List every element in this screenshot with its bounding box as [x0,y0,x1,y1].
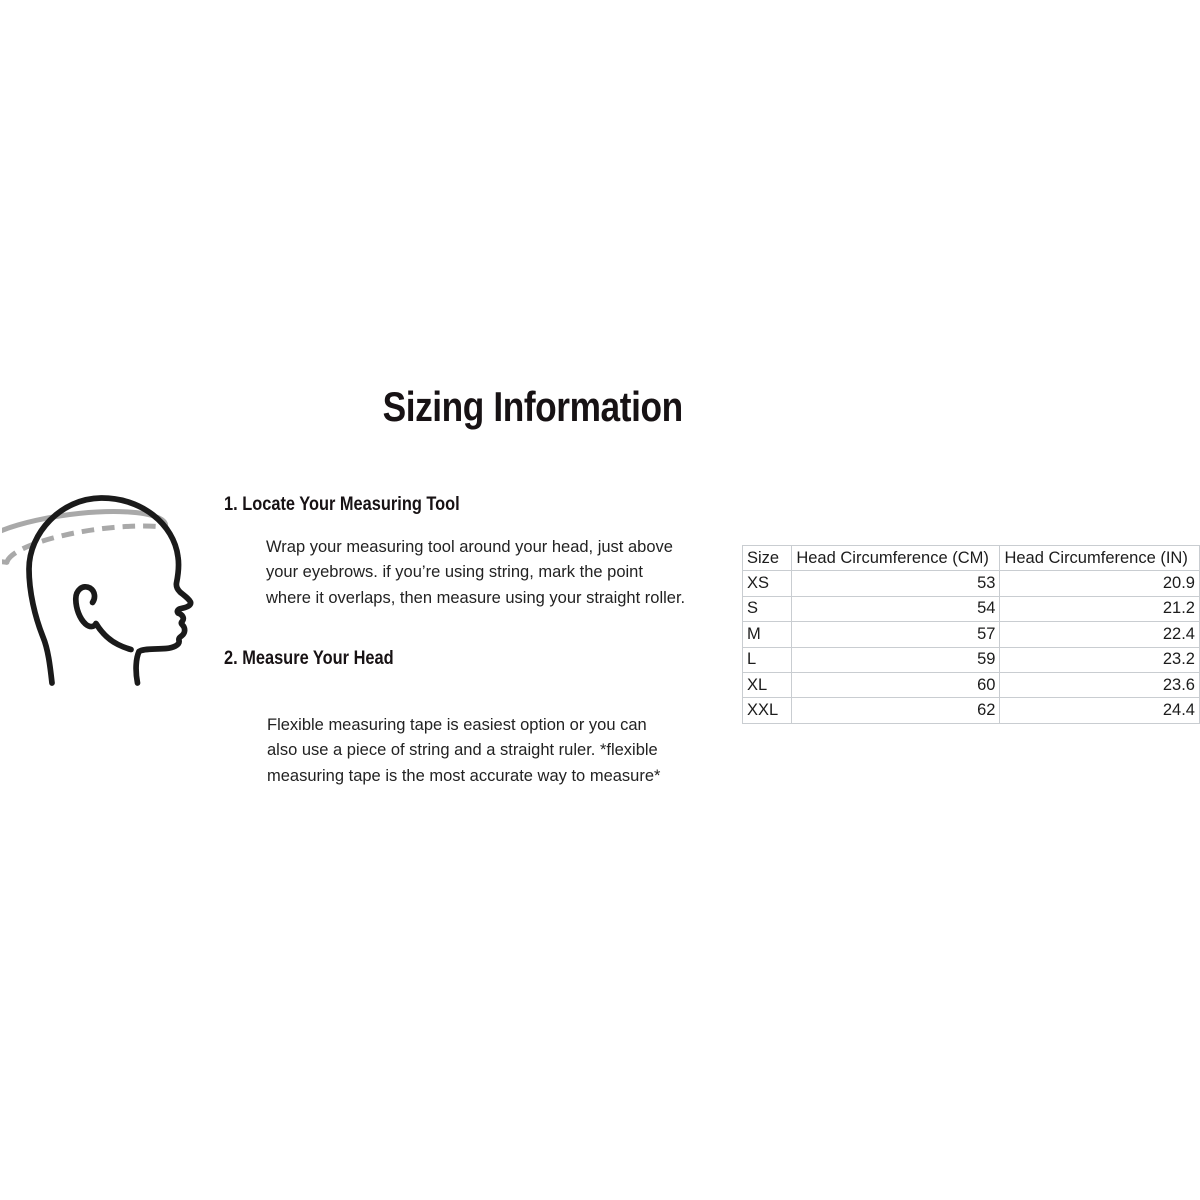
size-cell: S [743,596,792,621]
table-row-xs [743,571,1200,596]
size-cell: XS [743,571,792,596]
in-cell: 21.2 [1000,596,1200,621]
step-2-paragraph [267,713,660,789]
table-row-s [743,596,1200,621]
in-cell: 23.2 [1000,647,1200,672]
size-cell: L [743,647,792,672]
step-1-paragraph [266,535,685,611]
step-2-line-2: also use a piece of string and a straight ruler. *flexible [267,741,658,760]
size-cell: XXL [743,698,792,723]
in-cell: 23.6 [1000,672,1200,697]
step-2-line-3: measuring tape is the most accurate way to measure* [267,766,661,785]
step-1-line-3: where it overlaps, then measure using your straight roller. [266,588,686,607]
step-1-line-2: your eyebrows. if you’re using string, mark the point [266,563,643,582]
cm-cell: 62 [792,698,1000,723]
table-row-l [743,647,1200,672]
head-measurement-illustration [2,490,202,690]
step-2-heading: 2. Measure Your Head [224,647,394,669]
column-header-size: Size [743,546,792,571]
in-cell: 22.4 [1000,622,1200,647]
column-header-cm: Head Circumference (CM) [792,546,1000,571]
step-1-heading: 1. Locate Your Measuring Tool [224,493,460,515]
step-1-line-1: Wrap your measuring tool around your head, just above [266,538,673,556]
table-row-m [743,622,1200,647]
cm-cell: 59 [792,647,1000,672]
size-cell: XL [743,672,792,697]
page-title: Sizing Information [382,383,684,430]
table-row-xxl [743,698,1200,723]
cm-cell: 57 [792,622,1000,647]
measuring-band [2,502,168,566]
cm-cell: 54 [792,596,1000,621]
table-row-xl [743,672,1200,697]
step-2-line-1: Flexible measuring tape is easiest option or you can [267,716,647,734]
ear-and-jaw-path [76,587,131,650]
measuring-band-solid-arc [2,502,168,566]
sizing-table-header-row [743,546,1200,571]
column-header-in: Head Circumference (IN) [1000,546,1200,571]
cm-cell: 53 [792,571,1000,596]
cm-cell: 60 [792,672,1000,697]
sizing-table [742,545,1200,724]
in-cell: 20.9 [1000,571,1200,596]
in-cell: 24.4 [1000,698,1200,723]
page-title-wrap [133,383,933,430]
size-cell: M [743,622,792,647]
